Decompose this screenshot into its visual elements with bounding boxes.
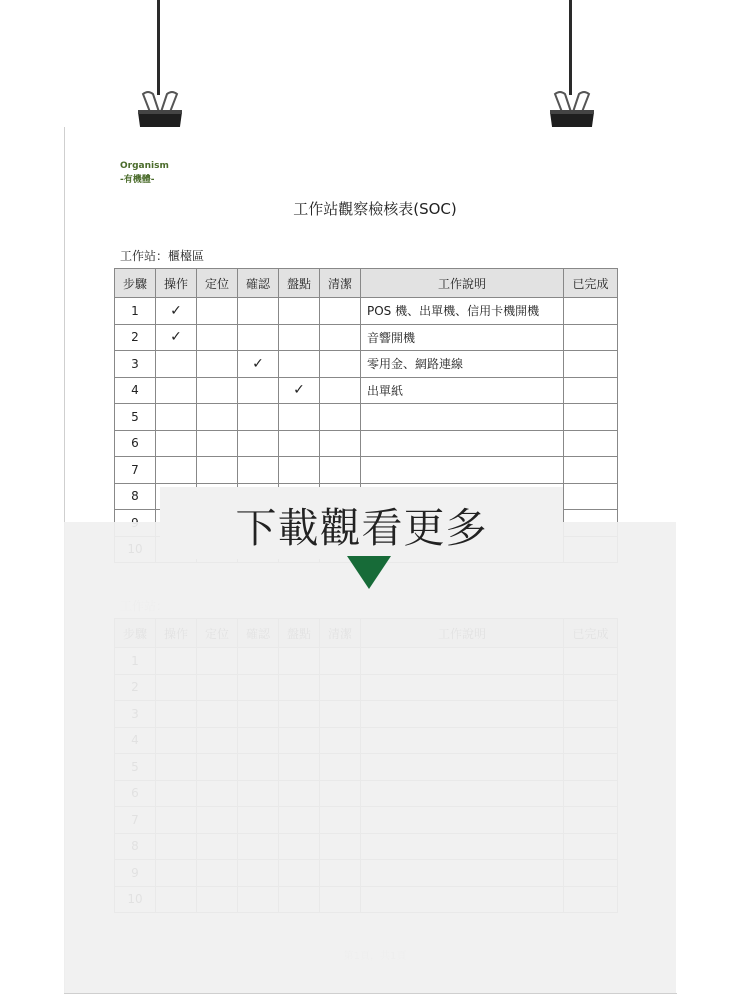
- check-cell: [238, 430, 279, 457]
- completed-checkbox-cell: [564, 377, 618, 404]
- table-row: [115, 377, 618, 404]
- step-number-cell: 1: [115, 298, 156, 325]
- column-header: 已完成: [564, 269, 618, 298]
- check-cell: [238, 324, 279, 351]
- column-header: 盤點: [279, 269, 320, 298]
- completed-checkbox-cell: [564, 430, 618, 457]
- arrow-down-icon[interactable]: [347, 556, 391, 589]
- step-number-cell: 4: [115, 377, 156, 404]
- column-header: 工作說明: [361, 269, 564, 298]
- preview-fade-overlay: [64, 522, 676, 993]
- completed-checkbox-cell: [564, 457, 618, 484]
- document-title: 工作站觀察檢核表(SOC): [293, 200, 457, 218]
- check-cell: [320, 324, 361, 351]
- task-description-cell: [361, 404, 564, 431]
- check-cell: [320, 351, 361, 378]
- check-cell: [279, 404, 320, 431]
- completed-checkbox-cell: [564, 298, 618, 325]
- column-header: 確認: [238, 269, 279, 298]
- download-more-label: 下載觀看更多: [235, 504, 488, 552]
- check-cell: [279, 351, 320, 378]
- table-row: [115, 351, 618, 378]
- completed-checkbox-cell: [564, 483, 618, 510]
- task-description-cell: [361, 430, 564, 457]
- column-header: 定位: [197, 269, 238, 298]
- column-header: 操作: [156, 269, 197, 298]
- check-cell: [238, 377, 279, 404]
- table-row: [115, 430, 618, 457]
- column-header: 清潔: [320, 269, 361, 298]
- check-cell: [197, 351, 238, 378]
- table-row: [115, 404, 618, 431]
- checkmark-cell: ✓: [279, 377, 320, 404]
- download-more-button[interactable]: [160, 487, 563, 559]
- column-header: 步驟: [115, 269, 156, 298]
- brand-subtitle: -有機體-: [120, 175, 155, 185]
- hanging-string-left: [157, 0, 160, 95]
- check-cell: [156, 457, 197, 484]
- step-number-cell: 5: [115, 404, 156, 431]
- brand-logo: [120, 159, 169, 187]
- step-number-cell: 8: [115, 483, 156, 510]
- check-cell: [320, 298, 361, 325]
- check-cell: [279, 298, 320, 325]
- check-cell: [279, 457, 320, 484]
- check-cell: [197, 324, 238, 351]
- check-cell: [238, 457, 279, 484]
- check-cell: [156, 351, 197, 378]
- checkmark-cell: ✓: [156, 324, 197, 351]
- completed-checkbox-cell: [564, 324, 618, 351]
- brand-name: Organism: [120, 161, 169, 171]
- check-cell: [320, 404, 361, 431]
- completed-checkbox-cell: [564, 404, 618, 431]
- check-cell: [238, 404, 279, 431]
- check-cell: [197, 430, 238, 457]
- table-row: [115, 457, 618, 484]
- task-description-cell: [361, 457, 564, 484]
- check-cell: [279, 324, 320, 351]
- table-row: [115, 324, 618, 351]
- station-label-1: 工作站：櫃檯區: [120, 249, 205, 263]
- task-description-cell: 音響開機: [361, 324, 564, 351]
- check-cell: [238, 298, 279, 325]
- check-cell: [156, 377, 197, 404]
- check-cell: [320, 457, 361, 484]
- completed-checkbox-cell: [564, 351, 618, 378]
- table-row: [115, 298, 618, 325]
- check-cell: [197, 457, 238, 484]
- step-number-cell: 2: [115, 324, 156, 351]
- check-cell: [320, 430, 361, 457]
- check-cell: [197, 298, 238, 325]
- step-number-cell: 3: [115, 351, 156, 378]
- task-description-cell: 零用金、網路連線: [361, 351, 564, 378]
- check-cell: [156, 430, 197, 457]
- step-number-cell: 7: [115, 457, 156, 484]
- table-header-row: [115, 269, 618, 298]
- hanging-string-right: [569, 0, 572, 95]
- check-cell: [156, 404, 197, 431]
- check-cell: [197, 404, 238, 431]
- check-cell: [320, 377, 361, 404]
- checkmark-cell: ✓: [156, 298, 197, 325]
- check-cell: [197, 377, 238, 404]
- checkmark-cell: ✓: [238, 351, 279, 378]
- check-cell: [279, 430, 320, 457]
- task-description-cell: 出單紙: [361, 377, 564, 404]
- task-description-cell: POS 機、出單機、信用卡機開機: [361, 298, 564, 325]
- step-number-cell: 6: [115, 430, 156, 457]
